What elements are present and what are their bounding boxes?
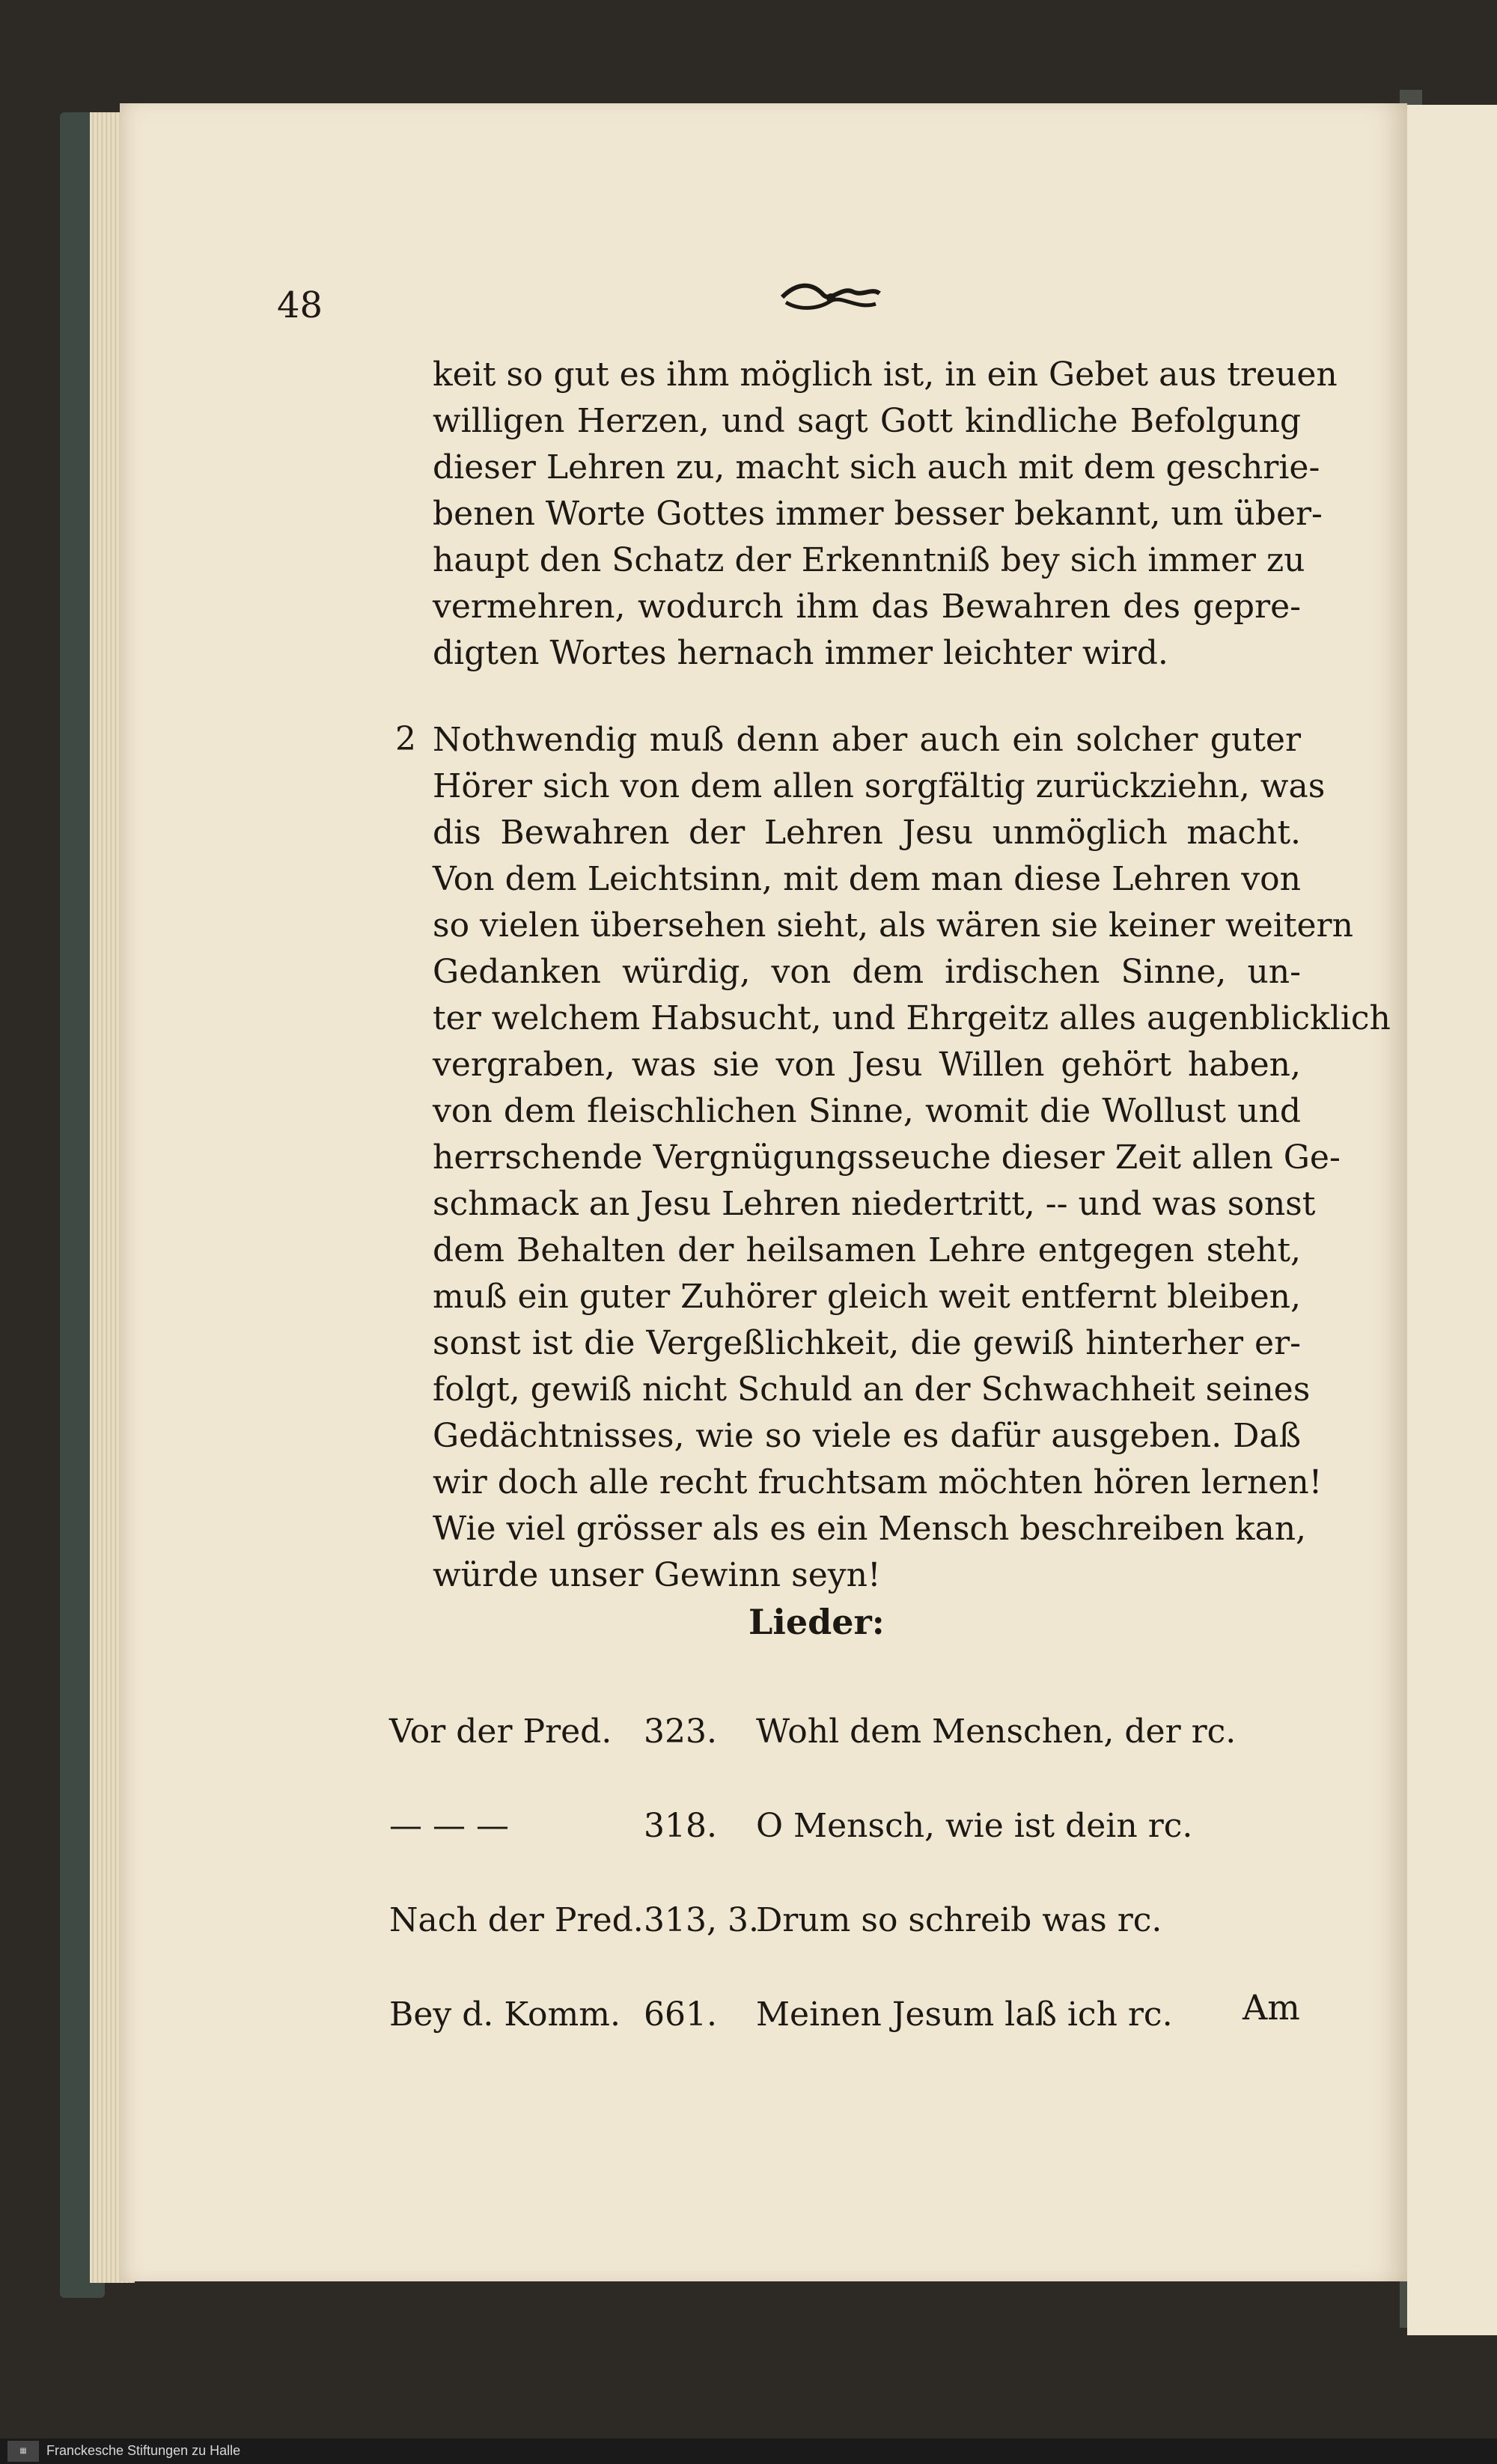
catchword: Am	[1243, 1987, 1300, 2028]
text-line: dieser Lehren zu, macht sich auch mit dem geschrie-	[433, 448, 1320, 487]
hymn-row	[389, 1778, 1317, 1873]
text-line: Hörer sich von dem allen sorgfältig zurückziehn, was	[433, 767, 1326, 805]
text-line: Nothwendig muß denn aber auch ein solcher guter	[433, 721, 1301, 759]
hymn-title: O Mensch, wie ist dein rc.	[756, 1806, 1193, 1845]
hymn-number: 318.	[644, 1806, 717, 1845]
institution-logo-icon: ▦	[7, 2441, 39, 2462]
hymn-number: 313, 3.	[644, 1900, 759, 1939]
hymn-row	[389, 1873, 1317, 1967]
text-line: wir doch alle recht fruchtsam möchten hören lernen!	[433, 1463, 1323, 1501]
hymn-row	[389, 1967, 1317, 2061]
body-text	[395, 352, 1391, 1599]
text-line: willigen Herzen, und sagt Gott kindliche Befolgung	[433, 402, 1301, 440]
text-line: von dem fleischlichen Sinne, womit die Wollust und	[433, 1092, 1301, 1130]
text-line: keit so gut es ihm möglich ist, in ein Gebet aus treuen	[433, 356, 1338, 394]
hymn-label: — — —	[389, 1806, 509, 1845]
hymn-label: Nach der Pred.	[389, 1900, 644, 1939]
hymn-list	[389, 1684, 1317, 2061]
text-line: muß ein guter Zuhörer gleich weit entfernt bleiben,	[433, 1278, 1302, 1316]
text-line: schmack an Jesu Lehren niedertritt, -- und was sonst	[433, 1185, 1316, 1223]
hymn-title: Drum so schreib was rc.	[756, 1900, 1162, 1939]
hymn-title: Wohl dem Menschen, der rc.	[756, 1712, 1237, 1751]
printer-ornament-icon	[778, 278, 883, 316]
text-line: vermehren, wodurch ihm das Bewahren des gepre-	[433, 588, 1301, 626]
hymn-title: Meinen Jesum laß ich rc.	[756, 1995, 1173, 2034]
footer-bar	[0, 2439, 1497, 2464]
text-line: benen Worte Gottes immer besser bekannt, um über-	[433, 495, 1323, 533]
text-line: sonst ist die Vergeßlichkeit, die gewiß hinterher er-	[433, 1324, 1301, 1362]
text-line: digten Wortes hernach immer leichter wird.	[433, 634, 1168, 672]
text-line: Gedächtnisses, wie so viele es dafür ausgeben. Daß	[433, 1417, 1301, 1455]
text-line: Gedanken würdig, von dem irdischen Sinne, un-	[433, 953, 1301, 991]
text-line: Von dem Leichtsinn, mit dem man diese Lehren von	[433, 860, 1301, 898]
hymns-heading: Lieder:	[748, 1602, 885, 1642]
text-line: Wie viel grösser als es ein Mensch beschreiben kan,	[433, 1510, 1307, 1548]
paragraph-1	[433, 352, 1338, 677]
facing-page-edge	[1407, 105, 1497, 2335]
text-line: folgt, gewiß nicht Schuld an der Schwachheit seines	[433, 1370, 1311, 1409]
page-number: 48	[277, 284, 323, 326]
text-line: würde unser Gewinn seyn!	[433, 1556, 881, 1594]
hymn-number: 323.	[644, 1712, 717, 1751]
text-line: ter welchem Habsucht, und Ehrgeitz alles augenblicklich	[433, 999, 1391, 1037]
footer-credit: Franckesche Stiftungen zu Halle	[46, 2443, 241, 2458]
hymn-label: Vor der Pred.	[389, 1712, 612, 1751]
text-line: herrschende Vergnügungsseuche dieser Zeit allen Ge-	[433, 1138, 1341, 1177]
text-line: dis Bewahren der Lehren Jesu unmöglich macht.	[433, 814, 1301, 852]
hymn-number: 661.	[644, 1995, 717, 2034]
paragraph-2	[395, 717, 1391, 1599]
text-line: haupt den Schatz der Erkenntniß bey sich immer zu	[433, 541, 1305, 579]
hymn-label: Bey d. Komm.	[389, 1995, 621, 2034]
text-line: dem Behalten der heilsamen Lehre entgegen steht,	[433, 1231, 1301, 1269]
text-line: so vielen übersehen sieht, als wären sie keiner weitern	[433, 906, 1353, 945]
text-line: vergraben, was sie von Jesu Willen gehört haben,	[433, 1046, 1301, 1084]
hymn-row	[389, 1684, 1317, 1778]
paragraph-marker: 2	[395, 720, 416, 758]
